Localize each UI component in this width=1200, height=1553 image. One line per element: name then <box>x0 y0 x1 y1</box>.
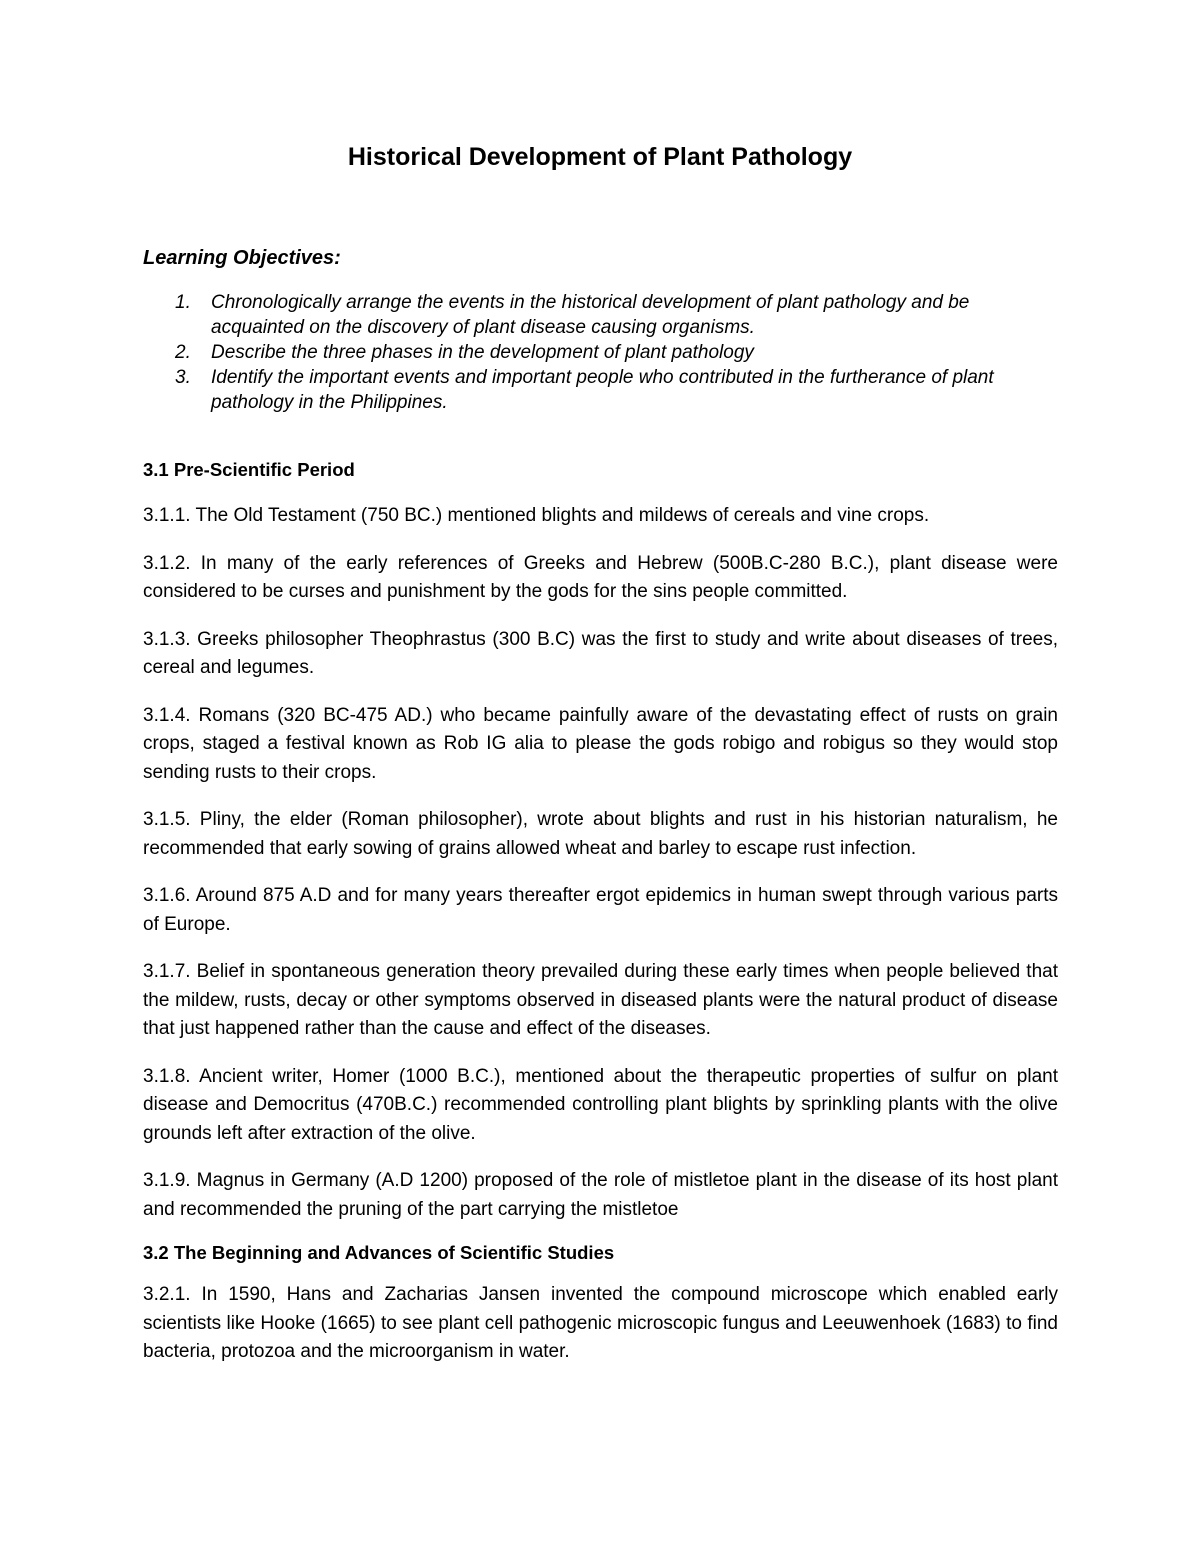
paragraph-3-1-2: 3.1.2. In many of the early references of Greeks and Hebrew (500B.C-280 B.C.), plant disease were considered to be curses and punishment by the gods for the sins people committed. <box>143 552 1058 602</box>
paragraph-3-1-3: 3.1.3. Greeks philosopher Theophrastus (300 B.C) was the first to study and write about diseases of trees, cereal and legumes. <box>143 628 1058 678</box>
paragraph-3-2-1: 3.2.1. In 1590, Hans and Zacharias Jansen invented the compound microscope which enabled early scientists like Hooke (1665) to see plant cell pathogenic microscopic fungus and Leeuwenhoek (1683) to find bacteria, protozoa and the microorganism in water. <box>143 1284 1058 1362</box>
paragraph-3-1-1: 3.1.1. The Old Testament (750 BC.) mentioned blights and mildews of cereals and vine crops. <box>143 505 930 526</box>
section-heading-scientific-studies: 3.2 The Beginning and Advances of Scientific Studies <box>143 1242 615 1263</box>
section-heading-pre-scientific: 3.1 Pre-Scientific Period <box>143 459 355 480</box>
list-item-number: 2. <box>175 342 191 363</box>
paragraph-3-1-6: 3.1.6. Around 875 A.D and for many years thereafter ergot epidemics in human swept through various parts of Europe. <box>143 885 1058 935</box>
list-item-text: Chronologically arrange the events in the historical development of plant pathology and be acquainted on the discovery of plant disease causing organisms. <box>211 292 970 338</box>
paragraph-3-1-7: 3.1.7. Belief in spontaneous generation theory prevailed during these early times when people believed that the mildew, rusts, decay or other symptoms observed in diseased plants were the natural product of disease that just happened rather than the cause and effect of the diseases. <box>143 961 1058 1039</box>
list-item-text: Identify the important events and important people who contributed in the furtherance of plant pathology in the Philippines. <box>211 367 994 413</box>
list-item <box>143 290 1058 340</box>
page-title: Historical Development of Plant Pathology <box>347 143 853 171</box>
paragraph-3-1-5: 3.1.5. Pliny, the elder (Roman philosopher), wrote about blights and rust in his historian naturalism, he recommended that early sowing of grains allowed wheat and barley to escape rust infection. <box>143 809 1058 859</box>
document-body <box>143 456 1058 1386</box>
list-item <box>143 365 1058 415</box>
list-item <box>143 340 1058 365</box>
learning-objectives-list <box>143 290 1058 415</box>
paragraph-3-1-4: 3.1.4. Romans (320 BC-475 AD.) who became painfully aware of the devastating effect of rusts on grain crops, staged a festival known as Rob IG alia to please the gods robigo and robigus so they would stop sending rusts to their crops. <box>143 704 1058 783</box>
paragraph-3-1-8: 3.1.8. Ancient writer, Homer (1000 B.C.), mentioned about the therapeutic properties of sulfur on plant disease and Democritus (470B.C.) recommended controlling plant blights by sprinkling plants with the olive grounds left after extraction of the olive. <box>143 1065 1058 1144</box>
paragraph-3-1-9: 3.1.9. Magnus in Germany (A.D 1200) proposed of the role of mistletoe plant in the disease of its host plant and recommended the pruning of the part carrying the mistletoe <box>143 1170 1058 1220</box>
learning-objectives-heading: Learning Objectives: <box>143 247 341 269</box>
list-item-number: 3. <box>175 367 191 388</box>
list-item-number: 1. <box>175 292 191 313</box>
list-item-text: Describe the three phases in the development of plant pathology <box>211 342 754 363</box>
